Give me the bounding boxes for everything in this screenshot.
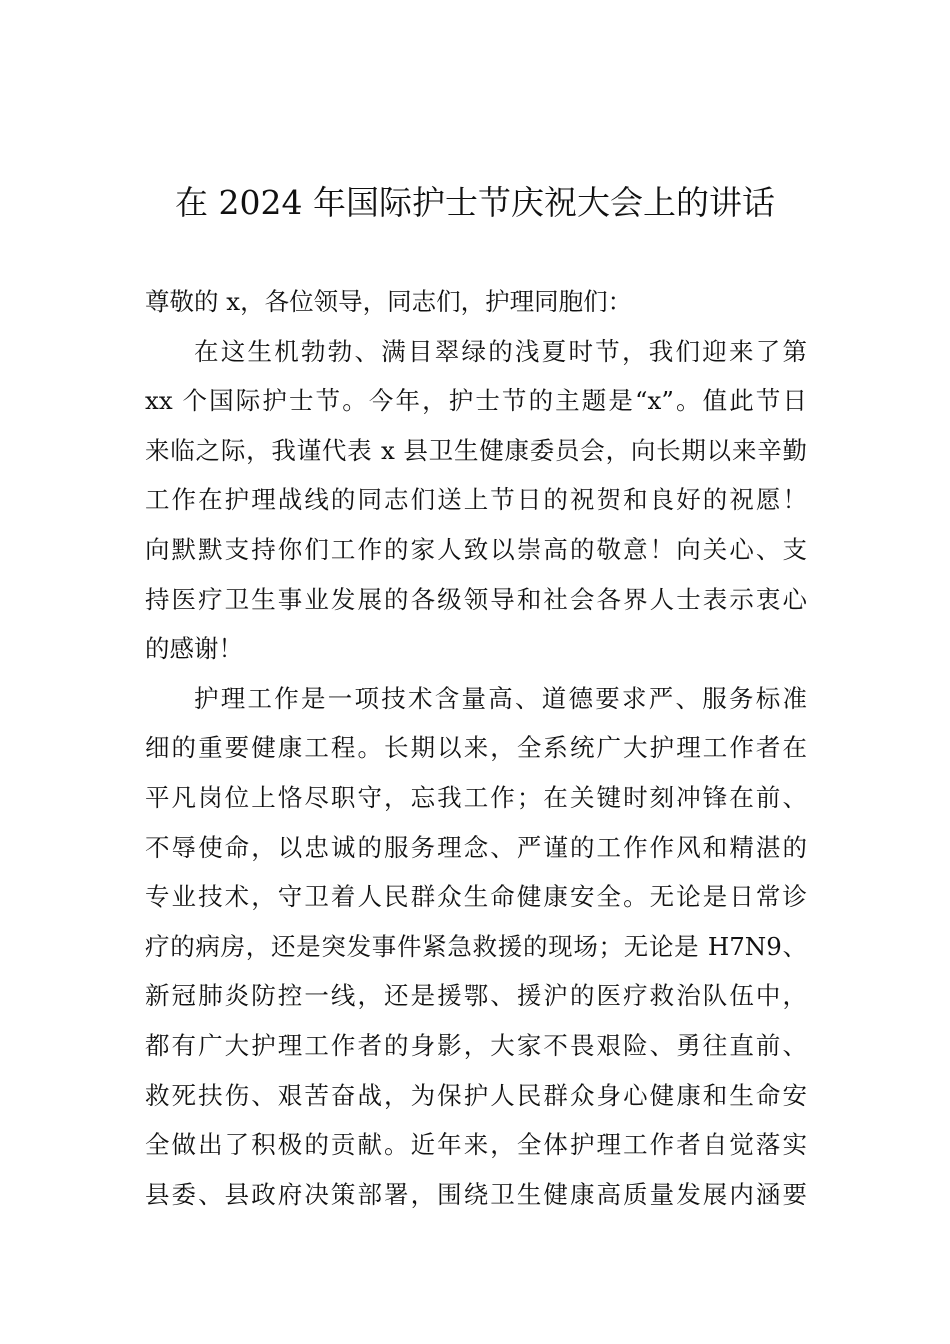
document-body — [145, 277, 807, 1219]
paragraph-1-line-2: xx 个国际护士节。今年，护士节的主题是“x”。值此节日 — [145, 386, 807, 416]
salutation-line: 尊敬的 x，各位领导，同志们，护理同胞们： — [145, 287, 633, 316]
paragraph-2-line-9: 救死扶伤、艰苦奋战，为保护人民群众身心健康和生命安 — [145, 1080, 807, 1110]
paragraph-2-line-1: 护理工作是一项技术含量高、道德要求严、服务标准 — [194, 683, 807, 713]
paragraph-2-line-4: 不辱使命，以忠诚的服务理念、严谨的工作作风和精湛的 — [145, 832, 807, 862]
paragraph-2-line-6: 疗的病房，还是突发事件紧急救援的现场；无论是 H7N9、 — [145, 931, 807, 961]
paragraph-1-line-1: 在这生机勃勃、满目翠绿的浅夏时节，我们迎来了第 — [194, 336, 807, 366]
paragraph-2-line-2: 细的重要健康工程。长期以来，全系统广大护理工作者在 — [145, 733, 807, 763]
document-title: 在 2024 年国际护士节庆祝大会上的讲话 — [175, 183, 775, 222]
paragraph-2-line-11: 县委、县政府决策部署，围绕卫生健康高质量发展内涵要 — [145, 1179, 807, 1209]
paragraph-2-line-10: 全做出了积极的贡献。近年来，全体护理工作者自觉落实 — [145, 1130, 807, 1160]
paragraph-2-line-8: 都有广大护理工作者的身影，大家不畏艰险、勇往直前、 — [145, 1030, 807, 1060]
paragraph-2-line-3: 平凡岗位上恪尽职守，忘我工作；在关键时刻冲锋在前、 — [145, 782, 807, 812]
paragraph-1-line-6: 持医疗卫生事业发展的各级领导和社会各界人士表示衷心 — [145, 584, 807, 614]
paragraph-1-line-3: 来临之际，我谨代表 x 县卫生健康委员会，向长期以来辛勤 — [145, 435, 807, 465]
paragraph-1-line-5: 向默默支持你们工作的家人致以崇高的敬意！向关心、支 — [145, 534, 807, 564]
paragraph-1-line-7: 的感谢！ — [145, 634, 243, 664]
paragraph-2-line-7: 新冠肺炎防控一线，还是援鄂、援沪的医疗救治队伍中， — [145, 981, 807, 1011]
paragraph-1-line-4: 工作在护理战线的同志们送上节日的祝贺和良好的祝愿！ — [145, 485, 807, 515]
paragraph-2-line-5: 专业技术，守卫着人民群众生命健康安全。无论是日常诊 — [145, 882, 807, 912]
